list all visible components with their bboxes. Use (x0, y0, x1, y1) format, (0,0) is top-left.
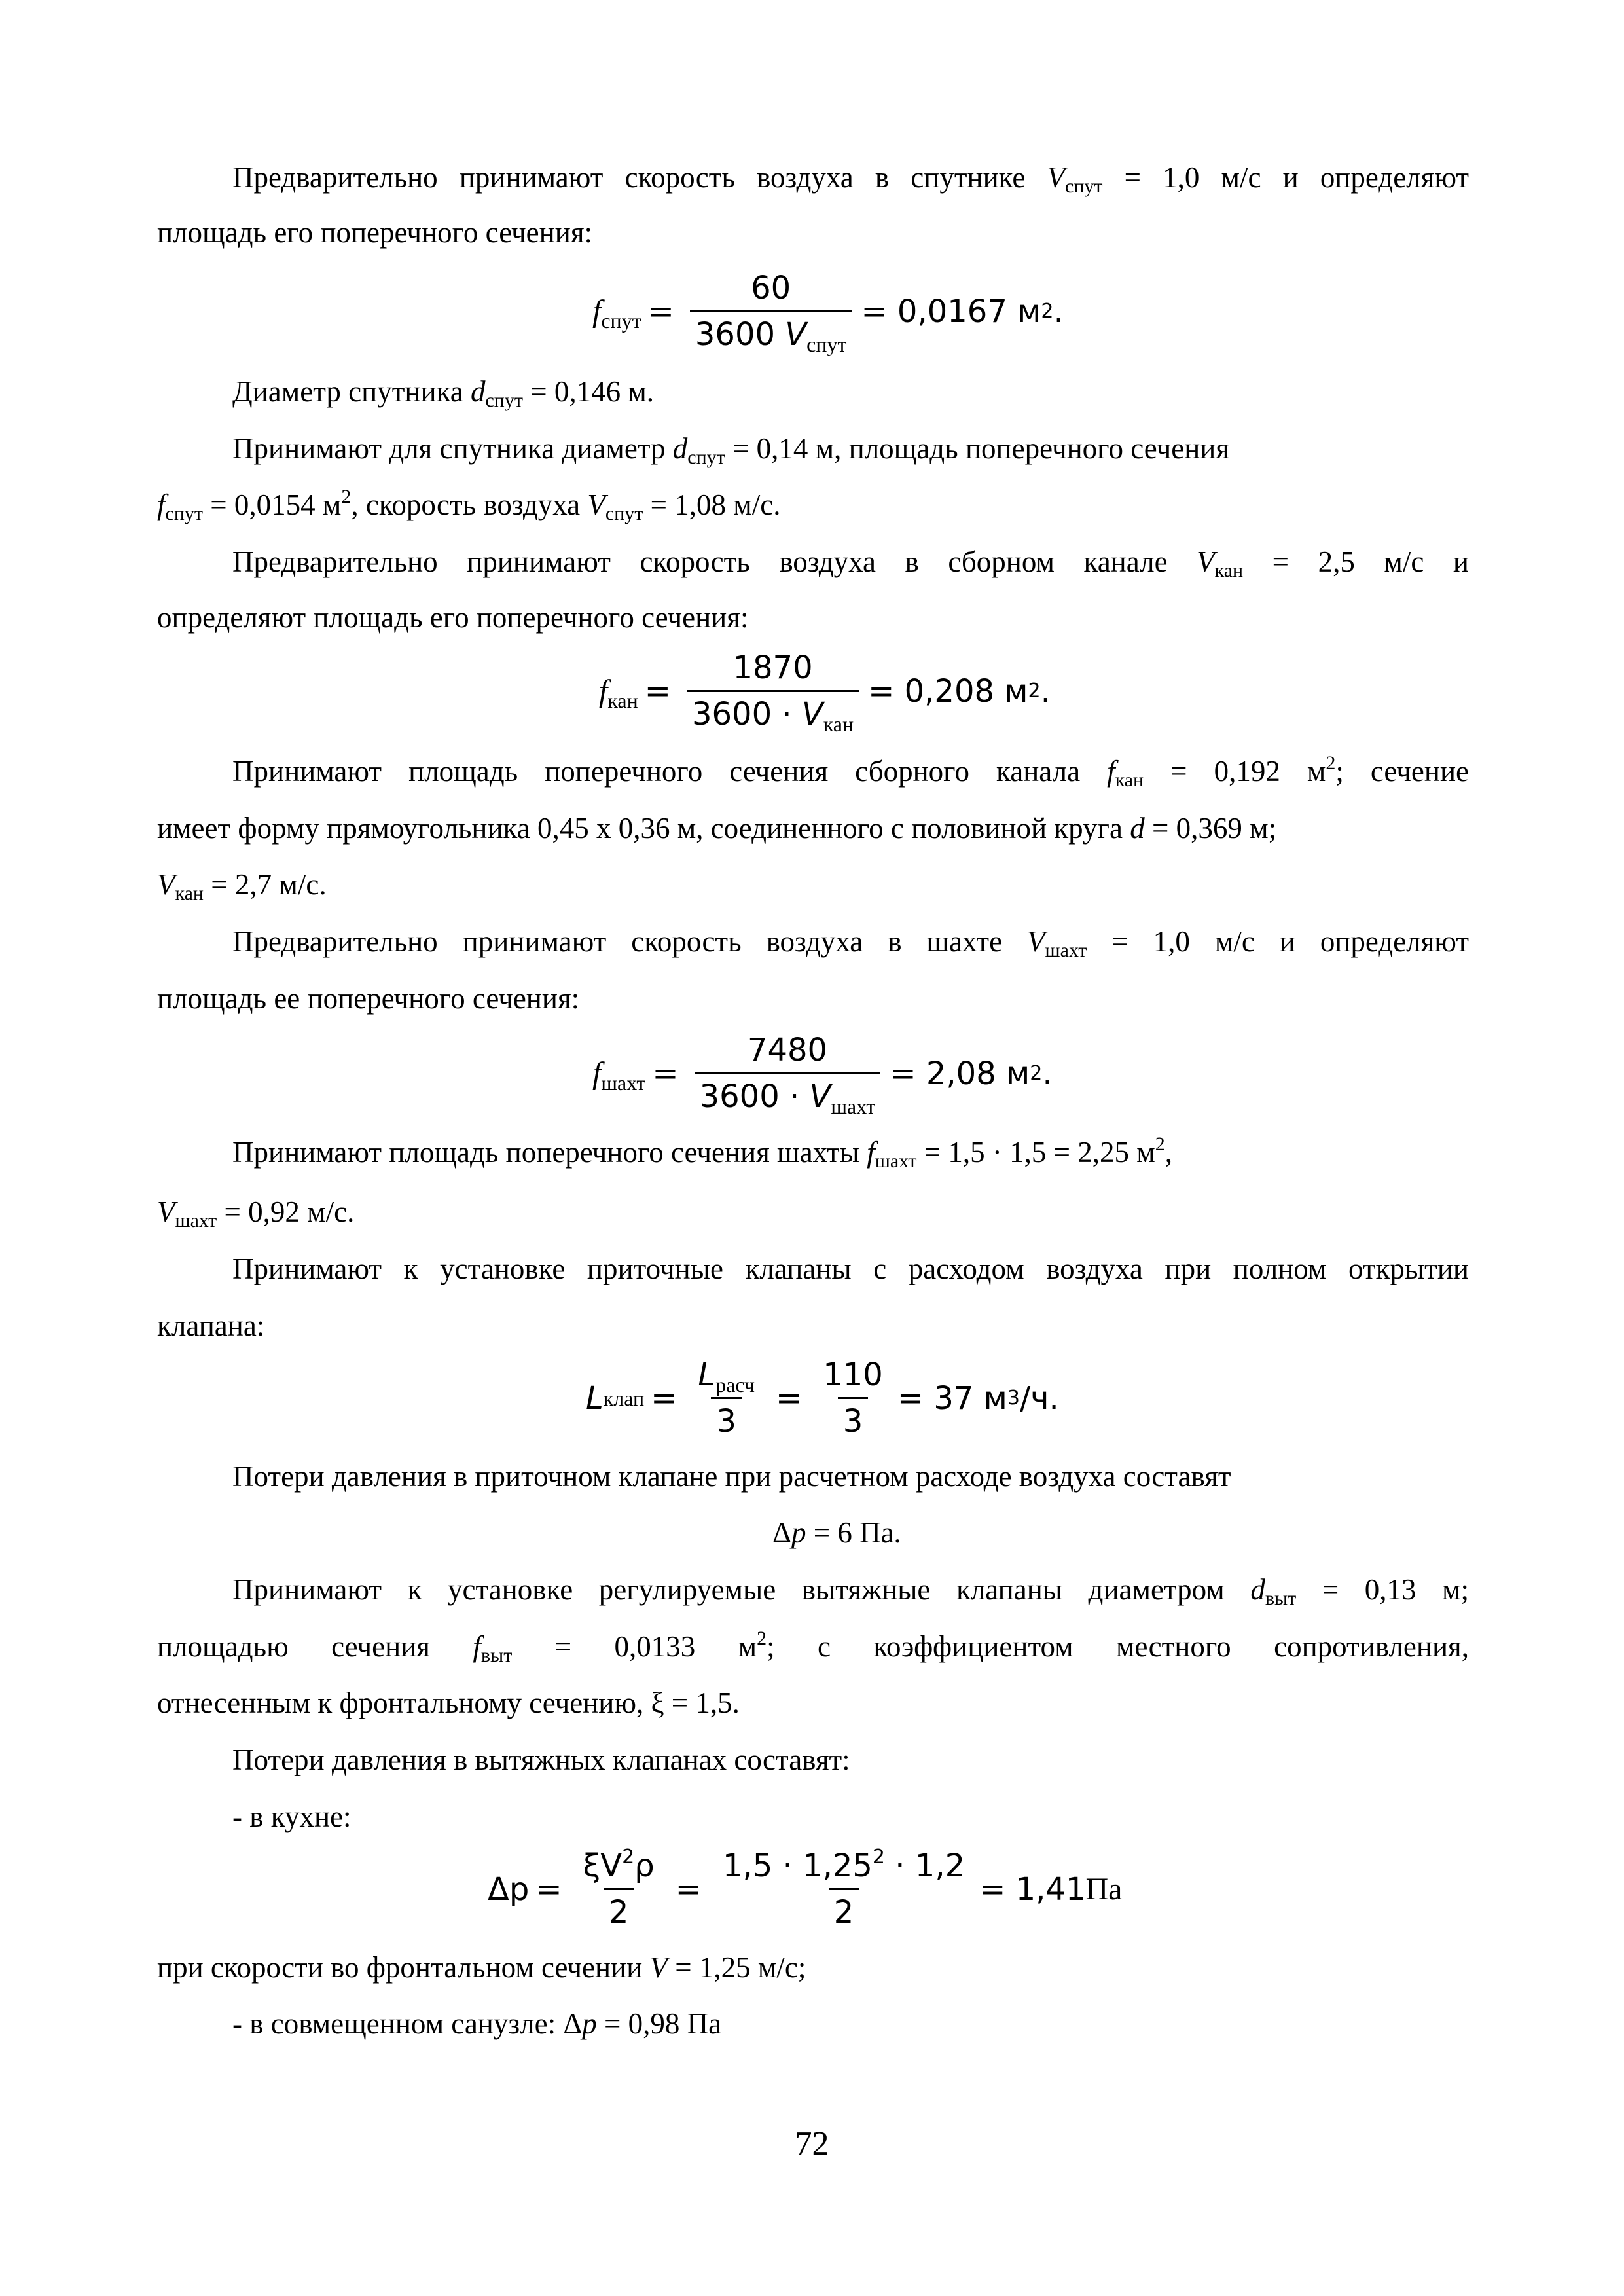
paragraph-10-line-3: отнесенным к фронтальному сечению, ξ = 1,5. (157, 1686, 740, 1719)
paragraph-1-line-2: площадь его поперечного сечения: (157, 216, 593, 249)
paragraph-3-line-1: Принимают для спутника диаметр $d_{спут} = 0,14$ м, площадь поперечного сечения (232, 432, 1230, 468)
paragraph-10-line-2: площадью сечения $f_{выт} = 0,0133$ $м^2$; с коэффициентом местного сопротивления, (157, 1628, 1469, 1666)
paragraph-4-line-1: Предварительно принимают скорость воздуха в сборном канале $V_{кан} = 2,5$ м/с и (232, 545, 1469, 581)
paragraph-5-line-3: $V_{кан} = 2,7$ м/с. (157, 868, 327, 904)
paragraph-11-line-1: Потери давления в вытяжных клапанах составят: (232, 1743, 850, 1776)
paragraph-12-line-2: - в совмещенном санузле: Δp = 0,98 Па (232, 2007, 722, 2040)
paragraph-4-line-2: определяют площадь его поперечного сечения: (157, 601, 749, 634)
paragraph-6-line-1: Предварительно принимают скорость воздуха в шахте $V_{шахт} = 1,0$ м/с и определяют (232, 925, 1469, 961)
paragraph-11-line-2: - в кухне: (232, 1800, 352, 1833)
equation-shaft-area: $f_{шахт}$ = $\frac{7480}{3600 \cdot V_{шахт}}$ = 2,08 м 2 . (592, 1032, 1053, 1118)
paragraph-5-line-2: имеет форму прямоугольника 0,45 x 0,36 м, соединенного с половиной круга d = 0,369 м; (157, 812, 1277, 845)
paragraph-6-line-2: площадь ее поперечного сечения: (157, 982, 580, 1015)
paragraph-5-line-1: Принимают площадь поперечного сечения сборного канала $f_{кан} = 0,192$ $м^2$; сечение (232, 752, 1469, 791)
paragraph-8-line-2: клапана: (157, 1309, 265, 1342)
paragraph-3-line-2: $f_{спут} = 0,0154$ $м^2$, скорость воздуха $V_{спут} = 1,08$ м/с. (157, 486, 781, 524)
paragraph-7-line-2: $V_{шахт} = 0,92$ м/с. (157, 1195, 355, 1231)
equation-channel-area: $f_{кан}$ = $\frac{1870}{3600 \cdot V_{кан}}$ = 0,208 м 2 . (599, 649, 1051, 736)
paragraph-7-line-1: Принимают площадь поперечного сечения шахты $f_{шахт} = 1,5 \cdot 1,5 = 2,25$ $м^2$, (232, 1133, 1172, 1172)
paragraph-1-line-1: Предварительно принимают скорость воздуха в спутнике $V_{спут} = 1,0$ м/с и определяют (232, 161, 1470, 197)
paragraph-9: Потери давления в приточном клапане при расчетном расходе воздуха составят (232, 1460, 1231, 1493)
equation-satellite-area: $f_{спут}$ = $\frac{60}{3600 V_{спут}}$ = 0,0167 м 2 . (592, 270, 1064, 356)
paragraph-2: Диаметр спутника $d_{спут} = 0,146$ м. (232, 375, 655, 411)
page-number: 72 (795, 2125, 829, 2162)
equation-supply-valve-loss: Δp = 6 Па. (772, 1516, 901, 1549)
equation-kitchen-loss: Δp = $\frac{\xi V^2\rho}{2}$ = $\frac{1,5 \cdot 1,25^2 \cdot 1,2}{2}$ = 1,41 Па (488, 1846, 1123, 1931)
equation-valve-flow: L клап = $\frac{L_{расч}}{3}$ = $\frac{110}{3}$ = 37 м 3 /ч. (586, 1357, 1059, 1440)
paragraph-8-line-1: Принимают к установке приточные клапаны с расходом воздуха при полном открытии (232, 1252, 1469, 1285)
paragraph-12-line-1: при скорости во фронтальном сечении V = 1,25 м/с; (157, 1951, 806, 1984)
paragraph-10-line-1: Принимают к установке регулируемые вытяжные клапаны диаметром $d_{выт} = 0,13$ м; (232, 1573, 1470, 1609)
